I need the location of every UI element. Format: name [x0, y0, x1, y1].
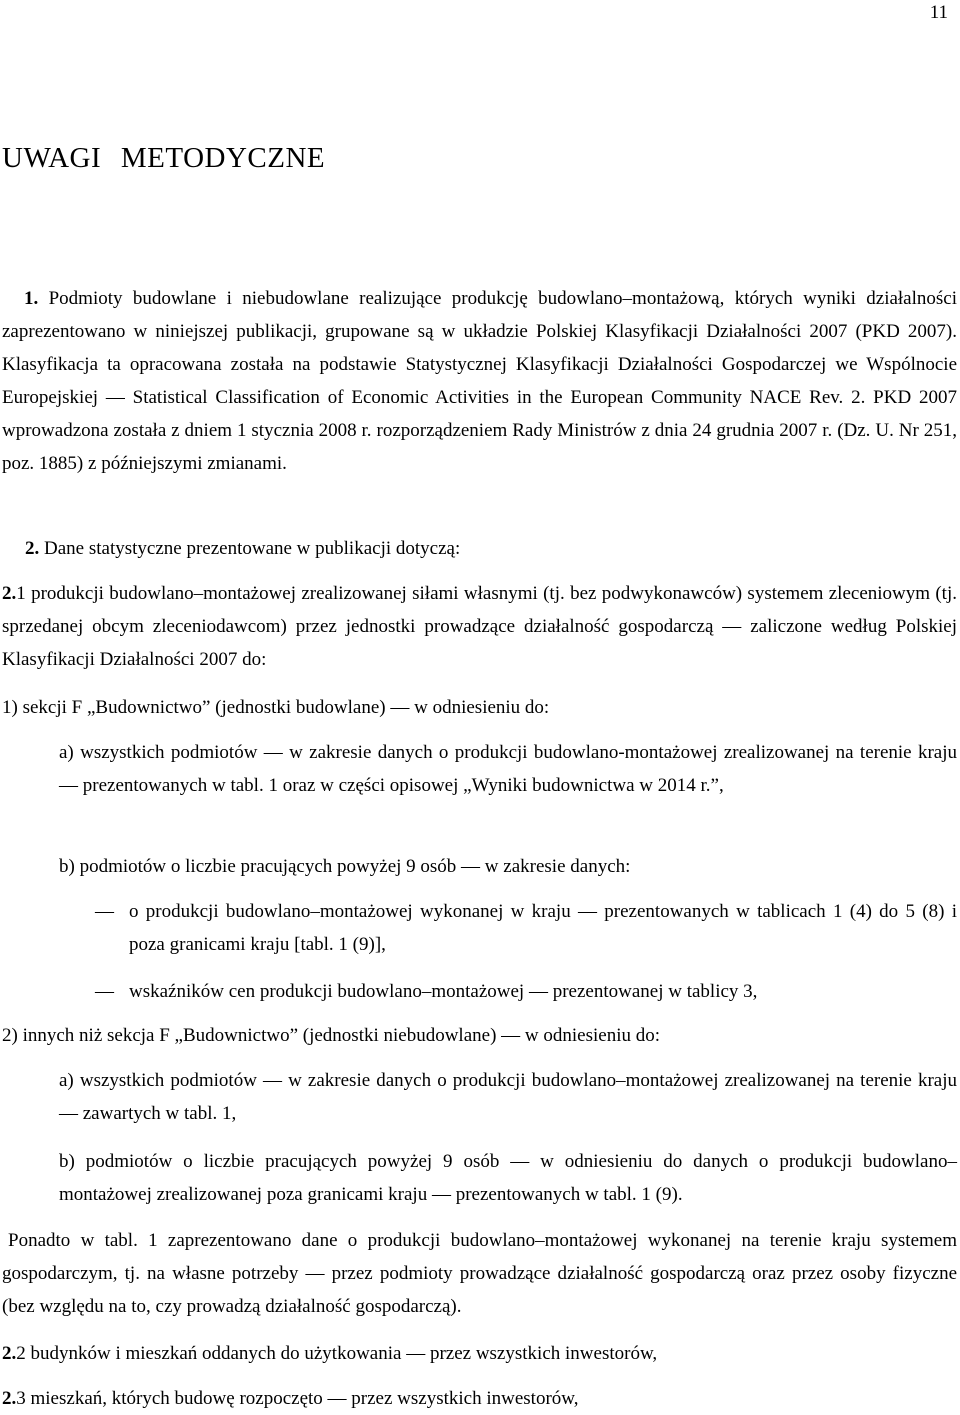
em-dash-marker: —: [95, 901, 114, 922]
section-2-2-number-minor: 2: [16, 1343, 26, 1364]
section-2-3-number-minor: 3: [16, 1388, 26, 1409]
list-item-2b: b) podmiotów o liczbie pracujących powyżej 9 osób — w odniesieniu do danych o produkcji budowlano–montażowej zrealizowanej poza granicami kraju — prezentowanych w tabl. 1 (9).: [59, 1151, 957, 1205]
list-item-1a: a) wszystkich podmiotów — w zakresie danych o produkcji budowlano-montażowej zrealizowanej na terenie kraju — prezentowanych w tabl. 1 oraz w części opisowej „Wyniki budownictwa w 2014 r.”,: [59, 742, 957, 796]
dash-item-1: [95, 895, 957, 961]
section-1-text: Podmioty budowlane i niebudowlane realizujące produkcję budowlano–montażową, których wyniki działalności zaprezentowano w niniejszej publikacji, grupowane są w układzie Polskiej Klasyfikacji Działalności 2007 (PKD 2007). Klasyfikacja ta opracowana została na podstawie Statystycznej Klasyfikacji Działalności Gospodarczej we Wspólnocie Europejskiej — Statistical Classification of Economic Activities in the European Community NACE Rev. 2. PKD 2007 wprowadzona została z dniem 1 stycznia 2008 r. rozporządzeniem Rady Ministrów z dnia 24 grudnia 2007 r. (Dz. U. Nr 251, poz. 1885) z późniejszymi zmianami.: [2, 288, 957, 474]
section-2-3-number-major: 2.: [2, 1388, 17, 1409]
section-2-1-paragraph: [2, 577, 957, 676]
list-item-2: 2) innych niż sekcja F „Budownictwo” (jednostki niebudowlane) — w odniesieniu do:: [2, 1025, 661, 1046]
section-2-1-text: produkcji budowlano–montażowej zrealizowanej siłami własnymi (tj. bez podwykonawców) systemem zleceniowym (tj. sprzedanej obcym zleceniodawcom) przez jednostki prowadzące działalność gospodarczą — zaliczone według Polskiej Klasyfikacji Działalności 2007 do:: [2, 583, 957, 670]
section-2-3-text: mieszkań, których budowę rozpoczęto — przez wszystkich inwestorów,: [30, 1388, 579, 1409]
section-2-3-paragraph: [2, 1382, 957, 1415]
list-item-1b: b) podmiotów o liczbie pracujących powyżej 9 osób — w zakresie danych:: [59, 856, 631, 877]
section-1-paragraph: [2, 282, 957, 480]
ponadto-paragraph: [2, 1224, 957, 1323]
list-item-2a: a) wszystkich podmiotów — w zakresie danych o produkcji budowlano–montażowej zrealizowanej na terenie kraju — zawartych w tabl. 1,: [59, 1070, 957, 1124]
em-dash-marker: —: [95, 981, 114, 1002]
section-2-number: 2.: [25, 538, 40, 559]
section-2-2-text: budynków i mieszkań oddanych do użytkowania — przez wszystkich inwestorów,: [30, 1343, 658, 1364]
dash-item-2: [95, 975, 957, 1008]
section-2-text: Dane statystyczne prezentowane w publikacji dotyczą:: [44, 538, 461, 559]
page-title: UWAGI METODYCZNE: [2, 142, 326, 174]
section-2-1-number-minor: 1: [16, 583, 26, 604]
page-number: 11: [929, 2, 948, 23]
section-2-2-paragraph: [2, 1337, 957, 1370]
section-1-number: 1.: [24, 288, 39, 309]
list-item-1: 1) sekcji F „Budownictwo” (jednostki budowlane) — w odniesieniu do:: [2, 697, 550, 718]
section-2-2-number-major: 2.: [2, 1343, 17, 1364]
section-2-1-number-major: 2.: [2, 583, 17, 604]
dash-item-2-text: wskaźników cen produkcji budowlano–montażowej — prezentowanej w tablicy 3,: [129, 981, 758, 1002]
section-2-paragraph: [25, 532, 955, 565]
dash-item-1-text: o produkcji budowlano–montażowej wykonanej w kraju — prezentowanych w tablicach 1 (4) do 5 (8) i poza granicami kraju [tabl. 1 (9)],: [129, 901, 957, 955]
ponadto-text: Ponadto w tabl. 1 zaprezentowano dane o produkcji budowlano–montażowej wykonanej na terenie kraju systemem gospodarczym, tj. na własne potrzeby — przez podmioty prowadzące działalność gospodarczą oraz przez osoby fizyczne (bez względu na to, czy prowadzą działalność gospodarczą).: [2, 1230, 957, 1317]
